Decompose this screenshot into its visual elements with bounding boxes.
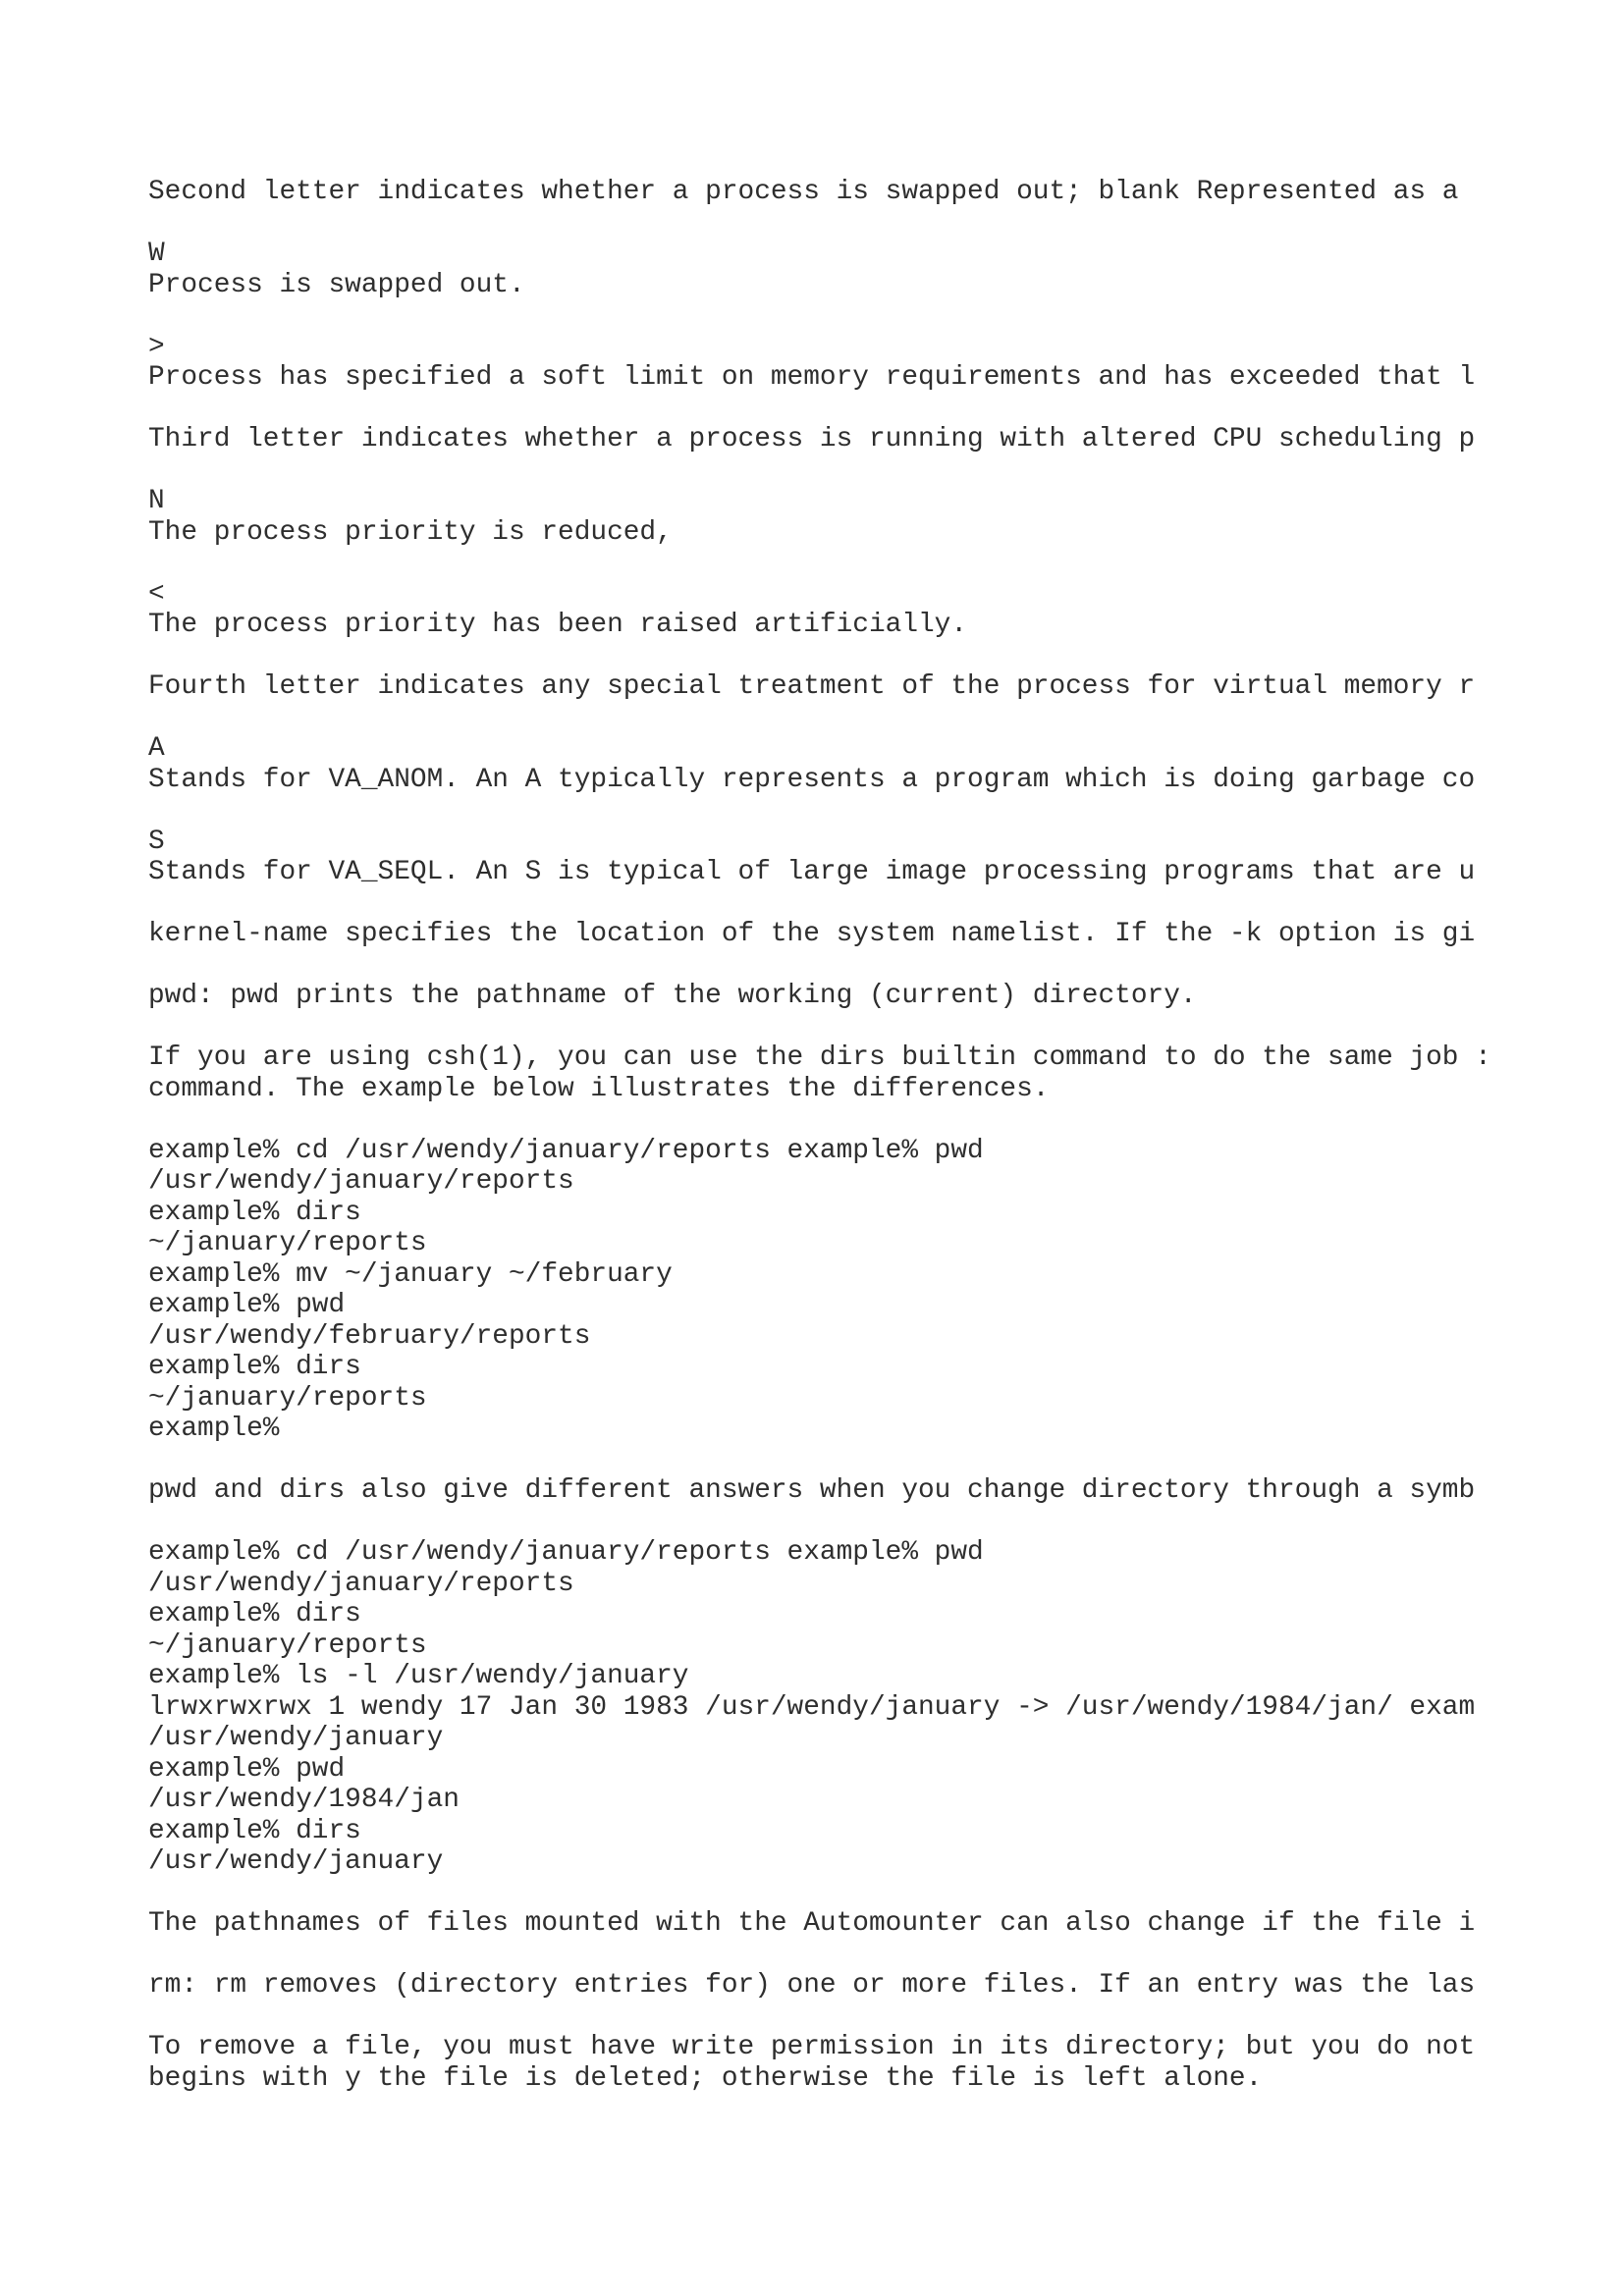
- text-line: pwd and dirs also give different answers when you change directory through a symb: [148, 1475, 1476, 1506]
- blank-line: [148, 455, 1495, 487]
- text-line: The process priority has been raised artificially.: [148, 610, 968, 640]
- text-line: example% dirs: [148, 1599, 361, 1629]
- text-line: example% pwd: [148, 1290, 346, 1320]
- text-line: example% dirs: [148, 1197, 361, 1228]
- blank-line: [148, 208, 1495, 240]
- document-text: [148, 177, 1495, 2094]
- text-line: N: [148, 486, 165, 516]
- text-line: Process has specified a soft limit on memory requirements and has exceeded that l: [148, 362, 1476, 393]
- text-line: To remove a file, you must have write permission in its directory; but you do not: [148, 2032, 1476, 2062]
- blank-line: [148, 1940, 1495, 1971]
- text-line: example% cd /usr/wendy/january/reports example% pwd: [148, 1537, 984, 1568]
- blank-line: [148, 795, 1495, 827]
- blank-line: [148, 1507, 1495, 1538]
- text-line: Second letter indicates whether a process is swapped out; blank Represented as a: [148, 177, 1459, 207]
- text-line: >: [148, 331, 165, 362]
- text-line: Third letter indicates whether a process is running with altered CPU scheduling p: [148, 424, 1476, 454]
- blank-line: [148, 1445, 1495, 1476]
- text-line: example%: [148, 1414, 280, 1444]
- text-line: The pathnames of files mounted with the Automounter can also change if the file i: [148, 1908, 1476, 1939]
- text-line: /usr/wendy/january/reports: [148, 1166, 574, 1197]
- text-line: /usr/wendy/january: [148, 1723, 444, 1753]
- text-line: command. The example below illustrates the differences.: [148, 1073, 1050, 1104]
- text-line: example% mv ~/january ~/february: [148, 1258, 673, 1290]
- blank-line: [148, 1878, 1495, 1909]
- text-line: begins with y the file is deleted; otherwise the file is left alone.: [148, 2062, 1263, 2094]
- text-line: Stands for VA_ANOM. An A typically represents a program which is doing garbage co: [148, 764, 1476, 795]
- text-line: rm: rm removes (directory entries for) one or more files. If an entry was the las: [148, 1970, 1476, 2001]
- text-line: If you are using csh(1), you can use the dirs builtin command to do the same job :: [148, 1042, 1491, 1073]
- blank-line: [148, 2002, 1495, 2033]
- text-line: W: [148, 239, 165, 269]
- text-line: pwd: pwd prints the pathname of the working (current) directory.: [148, 981, 1197, 1011]
- text-line: A: [148, 733, 165, 764]
- text-line: S: [148, 826, 165, 857]
- text-line: /usr/wendy/january: [148, 1846, 444, 1877]
- text-line: ~/january/reports: [148, 1629, 427, 1661]
- text-line: kernel-name specifies the location of the system namelist. If the -k option is gi: [148, 919, 1476, 949]
- text-line: Process is swapped out.: [148, 269, 525, 300]
- text-line: lrwxrwxrwx 1 wendy 17 Jan 30 1983 /usr/wendy/january -> /usr/wendy/1984/jan/ exam: [148, 1691, 1476, 1723]
- text-line: Stands for VA_SEQL. An S is typical of large image processing programs that are u: [148, 857, 1476, 887]
- text-line: example% dirs: [148, 1815, 361, 1846]
- blank-line: [148, 703, 1495, 734]
- text-line: /usr/wendy/1984/jan: [148, 1785, 460, 1815]
- text-line: <: [148, 578, 165, 610]
- text-line: ~/january/reports: [148, 1382, 427, 1414]
- blank-line: [148, 641, 1495, 672]
- text-line: example% cd /usr/wendy/january/reports example% pwd: [148, 1135, 984, 1166]
- blank-line: [148, 1104, 1495, 1136]
- blank-line: [148, 394, 1495, 425]
- text-line: The process priority is reduced,: [148, 516, 673, 548]
- text-line: /usr/wendy/january/reports: [148, 1568, 574, 1599]
- blank-line: [148, 300, 1495, 332]
- text-line: example% pwd: [148, 1753, 346, 1785]
- text-line: Fourth letter indicates any special treatment of the process for virtual memory r: [148, 671, 1476, 702]
- text-line: ~/january/reports: [148, 1228, 427, 1258]
- blank-line: [148, 548, 1495, 579]
- blank-line: [148, 950, 1495, 982]
- text-line: example% ls -l /usr/wendy/january: [148, 1661, 689, 1691]
- blank-line: [148, 1012, 1495, 1043]
- text-line: example% dirs: [148, 1352, 361, 1382]
- text-line: /usr/wendy/february/reports: [148, 1320, 591, 1352]
- blank-line: [148, 888, 1495, 920]
